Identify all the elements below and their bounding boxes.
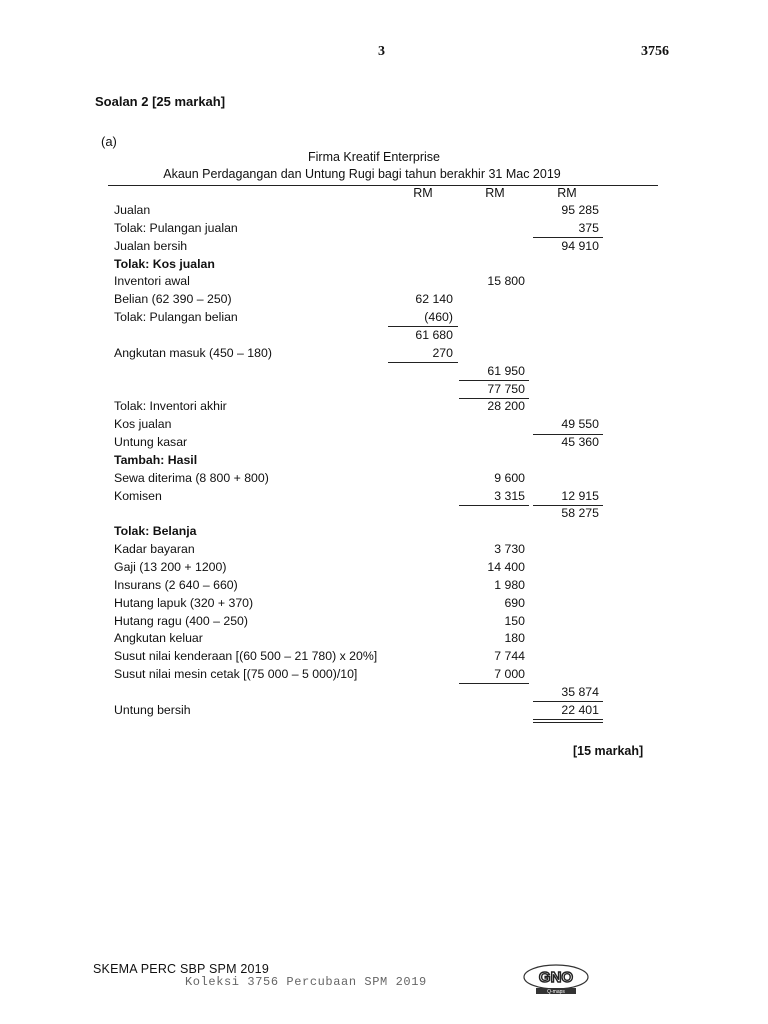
statement-row (0, 239, 768, 256)
logo-text: GNO (538, 969, 574, 986)
amount-col-3: 45 360 (561, 435, 599, 450)
statement-row (0, 310, 768, 327)
statement-row (0, 364, 768, 381)
underline-rule (533, 719, 603, 720)
statement-row (0, 649, 768, 666)
row-label: Insurans (2 640 – 660) (114, 577, 238, 592)
row-label: Hutang ragu (400 – 250) (114, 613, 248, 628)
row-label: Gaji (13 200 + 1200) (114, 560, 227, 574)
row-label: Untung kasar (114, 435, 188, 450)
statement-row (0, 346, 768, 363)
statement-row (0, 471, 768, 488)
statement-row (0, 506, 768, 523)
amount-col-2: 180 (504, 631, 525, 646)
statement-row (0, 417, 768, 434)
amount-col-1: 62 140 (415, 292, 453, 307)
amount-col-1: (460) (424, 310, 453, 325)
page-number: 3 (378, 44, 385, 59)
amount-col-2: 77 750 (487, 381, 525, 396)
amount-col-3: 12 915 (561, 488, 599, 503)
amount-col-2: 9 600 (494, 470, 525, 485)
row-label: Sewa diterima (8 800 + 800) (114, 470, 269, 485)
amount-col-1: 270 (432, 345, 453, 360)
statement-row (0, 667, 768, 684)
statement-row (0, 542, 768, 559)
statement-row (0, 631, 768, 648)
footer-watermark: Koleksi 3756 Percubaan SPM 2019 (185, 975, 427, 989)
amount-col-3: 95 285 (561, 203, 599, 217)
row-label: Tolak: Inventori akhir (114, 399, 227, 414)
row-label: Angkutan keluar (114, 631, 203, 646)
amount-col-2: 61 950 (487, 363, 525, 378)
row-label: Untung bersih (114, 702, 191, 717)
statement-row (0, 203, 768, 220)
underline-rule (533, 237, 603, 238)
amount-col-2: 1 980 (494, 577, 525, 592)
question-title: Soalan 2 [25 markah] (95, 94, 226, 109)
amount-col-3: 49 550 (561, 417, 599, 432)
part-label: (a) (101, 134, 117, 149)
statement-row (0, 560, 768, 577)
row-label: Jualan (114, 203, 151, 217)
amount-col-3: 94 910 (561, 238, 599, 253)
column-header-rm-2: RM (485, 186, 505, 200)
row-label: Susut nilai mesin cetak [(75 000 – 5 000)/10] (114, 667, 358, 682)
statement-row (0, 399, 768, 416)
marks-label: [15 markah] (573, 744, 644, 758)
publisher-logo (522, 963, 590, 995)
amount-col-2: 3 315 (494, 488, 525, 503)
statement-row (0, 221, 768, 238)
statement-row (0, 578, 768, 595)
account-title: Akaun Perdagangan dan Untung Rugi bagi tahun berakhir 31 Mac 2019 (163, 167, 561, 181)
amount-col-3: 58 275 (561, 506, 599, 521)
underline-rule (388, 326, 458, 327)
amount-col-2: 28 200 (487, 399, 525, 414)
row-label: Jualan bersih (114, 238, 188, 253)
footer-scheme: SKEMA PERC SBP SPM 2019 (93, 962, 269, 976)
amount-col-3: 35 874 (561, 684, 599, 699)
amount-col-2: 150 (504, 613, 525, 628)
underline-rule (459, 683, 529, 684)
row-label: Tolak: Pulangan jualan (114, 220, 238, 235)
row-label: Komisen (114, 488, 162, 503)
amount-col-1: 61 680 (415, 327, 453, 342)
underline-rule (533, 722, 603, 723)
statement-row (0, 274, 768, 291)
underline-rule (459, 505, 529, 506)
underline-rule (459, 398, 529, 399)
column-header-rm-1: RM (413, 186, 433, 200)
underline-rule (533, 434, 603, 435)
amount-col-2: 15 800 (487, 274, 525, 289)
logo-subtext: Q-maps (547, 989, 565, 995)
underline-rule (388, 362, 458, 363)
amount-col-2: 7 744 (494, 649, 525, 664)
amount-col-2: 14 400 (487, 560, 525, 574)
row-label: Tolak: Kos jualan (114, 256, 215, 271)
statement-row (0, 257, 768, 274)
statement-row (0, 489, 768, 506)
underline-rule (533, 505, 603, 506)
row-label: Kos jualan (114, 417, 172, 432)
statement-row (0, 524, 768, 541)
amount-col-2: 690 (504, 595, 525, 610)
statement-row (0, 328, 768, 345)
firm-name-text: Firma Kreatif Enterprise (308, 150, 440, 164)
statement-row (0, 685, 768, 702)
row-label: Susut nilai kenderaan [(60 500 – 21 780) x 20%] (114, 649, 378, 664)
amount-col-3: 22 401 (561, 702, 599, 717)
row-label: Hutang lapuk (320 + 370) (114, 595, 254, 610)
row-label: Tambah: Hasil (114, 452, 198, 467)
underline-rule (533, 701, 603, 702)
row-label: Inventori awal (114, 274, 190, 289)
statement-row (0, 382, 768, 399)
statement-row (0, 453, 768, 470)
row-label: Tolak: Pulangan belian (114, 310, 238, 325)
statement-row (0, 292, 768, 309)
row-label: Tolak: Belanja (114, 524, 197, 539)
column-header-rm-3: RM (557, 186, 577, 200)
amount-col-2: 3 730 (494, 542, 525, 557)
statement-row (0, 703, 768, 720)
statement-row (0, 596, 768, 613)
firm-name (0, 150, 768, 164)
paper-code: 3756 (641, 44, 669, 59)
underline-rule (459, 380, 529, 381)
amount-col-3: 375 (578, 220, 599, 235)
row-label: Kadar bayaran (114, 542, 195, 557)
row-label: Belian (62 390 – 250) (114, 292, 232, 307)
statement-row (0, 614, 768, 631)
statement-row (0, 435, 768, 452)
amount-col-2: 7 000 (494, 667, 525, 682)
row-label: Angkutan masuk (450 – 180) (114, 345, 272, 360)
